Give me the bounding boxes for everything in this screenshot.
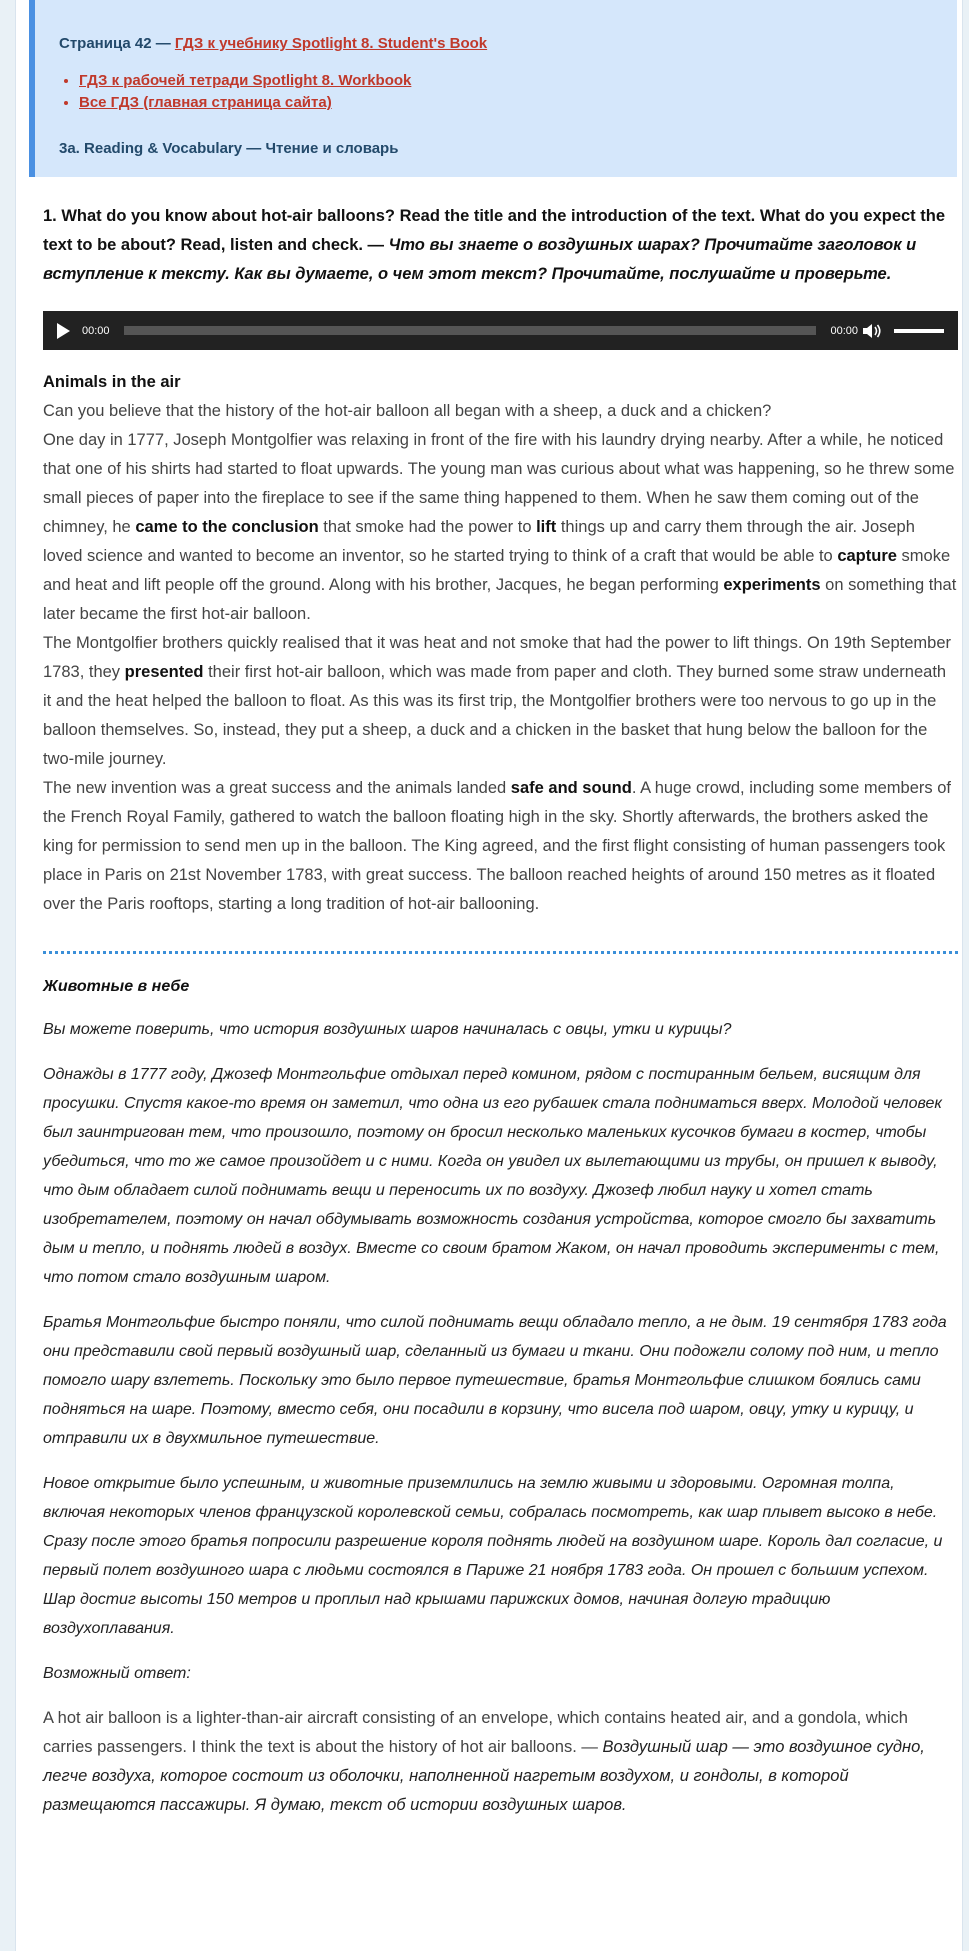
- text-run: One day in 1777, Joseph Montgolfier was relaxing in front of the fire with his laundry drying nearby. After a while, he noticed that one of his shirts had started to float upwards. The young man was curious about what was happening, so he threw some small pieces of paper into the fireplace to see if the same thing happened to them. When he saw them coming out of the chimney, he: [43, 431, 955, 536]
- text-run: The new invention was a great success and the animals landed: [43, 779, 511, 797]
- text-run: . A huge crowd, including some members of the French Royal Family, gathered to watch the balloon floating high in the sky. Shortly afterwards, the brothers asked the king for permission to send men up in the balloon. The King agreed, and the first flight consisting of human passengers took place in Paris on 21st November 1783, with great success. The balloon reached heights of around 150 metres as it floated over the Paris rooftops, starting a long tradition of hot-air ballooning.: [43, 779, 951, 913]
- section-title: 3a. Reading & Vocabulary — Чтение и словарь: [59, 140, 399, 157]
- list-item: [79, 70, 957, 92]
- audio-player: [43, 311, 958, 350]
- vocab-word: safe and sound: [510, 779, 632, 797]
- studentbook-link[interactable]: ГДЗ к учебнику Spotlight 8. Student's Book: [174, 35, 488, 52]
- translation-paragraph-1: Однажды в 1777 году, Джозеф Монтгольфие отдыхал перед комином, рядом с постиранным бельем, висящим для просушки. Спустя какое-то время он заметил, что одна из его рубашек стала подниматься вверх. Молодой человек был заинтригован тем, что произошло, поэтому он бросил несколько маленьких кусочков бумаги в костер, чтобы убедиться, что то же самое произойдет и с ними. Когда он увидел их вылетающими из трубы, он пришел к выводу, что дым обладает силой поднимать вещи и переносить их по воздуху. Джозеф любил науку и хотел стать изобретателем, поэтому он начал обдумывать возможность создания устройства, которое смогло бы захватить дым и тепло, и поднять людей в воздух. Вместе со своим братом Жаком, он начал проводить эксперименты с тем, что потом стало воздушным шаром.: [43, 1066, 942, 1286]
- answer-label: Возможный ответ:: [43, 1665, 191, 1682]
- answer-paragraph: [43, 1704, 958, 1820]
- text-run: their first hot-air balloon, which was made from paper and cloth. They burned some straw underneath it and the heat helped the balloon to float. As this was its first trip, the Montgolfier brothers were too nervous to go up in the balloon themselves. So, instead, they put a sheep, a duck and a chicken in the basket that hung below the balloon for the two-mile journey.: [43, 663, 947, 768]
- paragraph-1: [43, 426, 958, 629]
- answer-en: A hot air balloon is a lighter-than-air aircraft consisting of an envelope, which contains heated air, and a gondola, which carries passengers. I think the text is about the history of hot air balloons. —: [43, 1709, 908, 1756]
- text-title: Animals in the air: [43, 373, 181, 391]
- main-content: [43, 202, 958, 1837]
- paragraph-intro: Can you believe that the history of the hot-air balloon all began with a sheep, a duck and a chicken?: [43, 402, 772, 420]
- text-run: on something that later became the first hot-air balloon.: [43, 576, 957, 623]
- task-en: 1. What do you know about hot-air balloons? Read the title and the introduction of the text. What do you expect the text to be about? Read, listen and check. —: [43, 207, 946, 254]
- navigation-box: [29, 0, 957, 177]
- page: [15, 0, 963, 1951]
- list-item: [79, 92, 957, 114]
- vocab-word: capture: [837, 547, 897, 565]
- vocab-word: lift: [536, 518, 557, 536]
- translation-paragraph-3: Новое открытие было успешным, и животные приземлились на землю живыми и здоровыми. Огромная толпа, включая некоторых членов французской королевской семьи, собралась посмотреть, как шар плывет высоко в небе. Сразу после этого братья попросили разрешение короля поднять людей на воздушном шаре. Король дал согласие, и первый полет воздушного шара с людьми состоялся в Париже 21 ноября 1783 года. Он прошел с большим успехом. Шар достиг высоты 150 метров и проплыл над крышами парижских домов, начиная долгую традицию воздухоплавания.: [43, 1475, 943, 1637]
- volume-slider[interactable]: [894, 329, 944, 333]
- translation-title: Животные в небе: [43, 978, 190, 995]
- english-text: [43, 368, 958, 919]
- links-list: [59, 70, 957, 114]
- russian-translation: [43, 972, 958, 1688]
- vocab-word: presented: [124, 663, 204, 681]
- current-time: 00:00: [82, 324, 110, 337]
- volume-icon[interactable]: [862, 322, 884, 340]
- vocab-word: experiments: [723, 576, 821, 594]
- task-ru: Что вы знаете о воздушных шарах? Прочитайте заголовок и вступление к тексту. Как вы думаете, о чем этот текст? Прочитайте, послушайте и проверьте.: [43, 236, 917, 283]
- task-heading: [43, 202, 958, 289]
- home-link[interactable]: Все ГДЗ (главная страница сайта): [79, 94, 332, 111]
- text-run: The Montgolfier brothers quickly realised that it was heat and not smoke that had the power to lift things. On 19th September 1783, they: [43, 634, 951, 681]
- translation-paragraph-2: Братья Монтгольфие быстро поняли, что силой поднимать вещи обладало тепло, а не дым. 19 сентября 1783 года они представили свой первый воздушный шар, сделанный из бумаги и ткани. Они подожгли солому под ним, и тепло помогло шару взлететь. Поскольку это было первое путешествие, братья Монтгольфие слишком боялись сами подняться на шаре. Поэтому, вместо себя, они посадили в корзину, что висела под шаром, овцу, утку и курицу, и отправили их в двухмильное путешествие.: [43, 1314, 947, 1447]
- page-reference: [59, 35, 957, 52]
- answer-ru: Воздушный шар — это воздушное судно, легче воздуха, которое состоит из оболочки, наполненной нагретым воздухом, и гондолы, в которой размещаются пассажиры. Я думаю, текст об истории воздушных шаров.: [43, 1738, 925, 1814]
- text-run: that smoke had the power to: [318, 518, 537, 536]
- paragraph-3: [43, 774, 958, 919]
- duration: 00:00: [830, 324, 858, 337]
- translation-intro: Вы можете поверить, что история воздушных шаров начиналась с овцы, утки и курицы?: [43, 1021, 732, 1038]
- text-run: smoke and heat and lift people off the ground. Along with his brother, Jacques, he began performing: [43, 547, 951, 594]
- page-prefix: Страница 42 —: [59, 35, 175, 52]
- paragraph-2: [43, 629, 958, 774]
- text-run: things up and carry them through the air. Joseph loved science and wanted to become an inventor, so he started trying to think of a craft that would be able to: [43, 518, 915, 565]
- dotted-divider: [43, 951, 958, 954]
- audio-progress-bar[interactable]: [124, 326, 817, 335]
- play-icon[interactable]: [57, 323, 70, 339]
- vocab-word: came to the conclusion: [135, 518, 319, 536]
- workbook-link[interactable]: ГДЗ к рабочей тетради Spotlight 8. Workbook: [79, 72, 412, 89]
